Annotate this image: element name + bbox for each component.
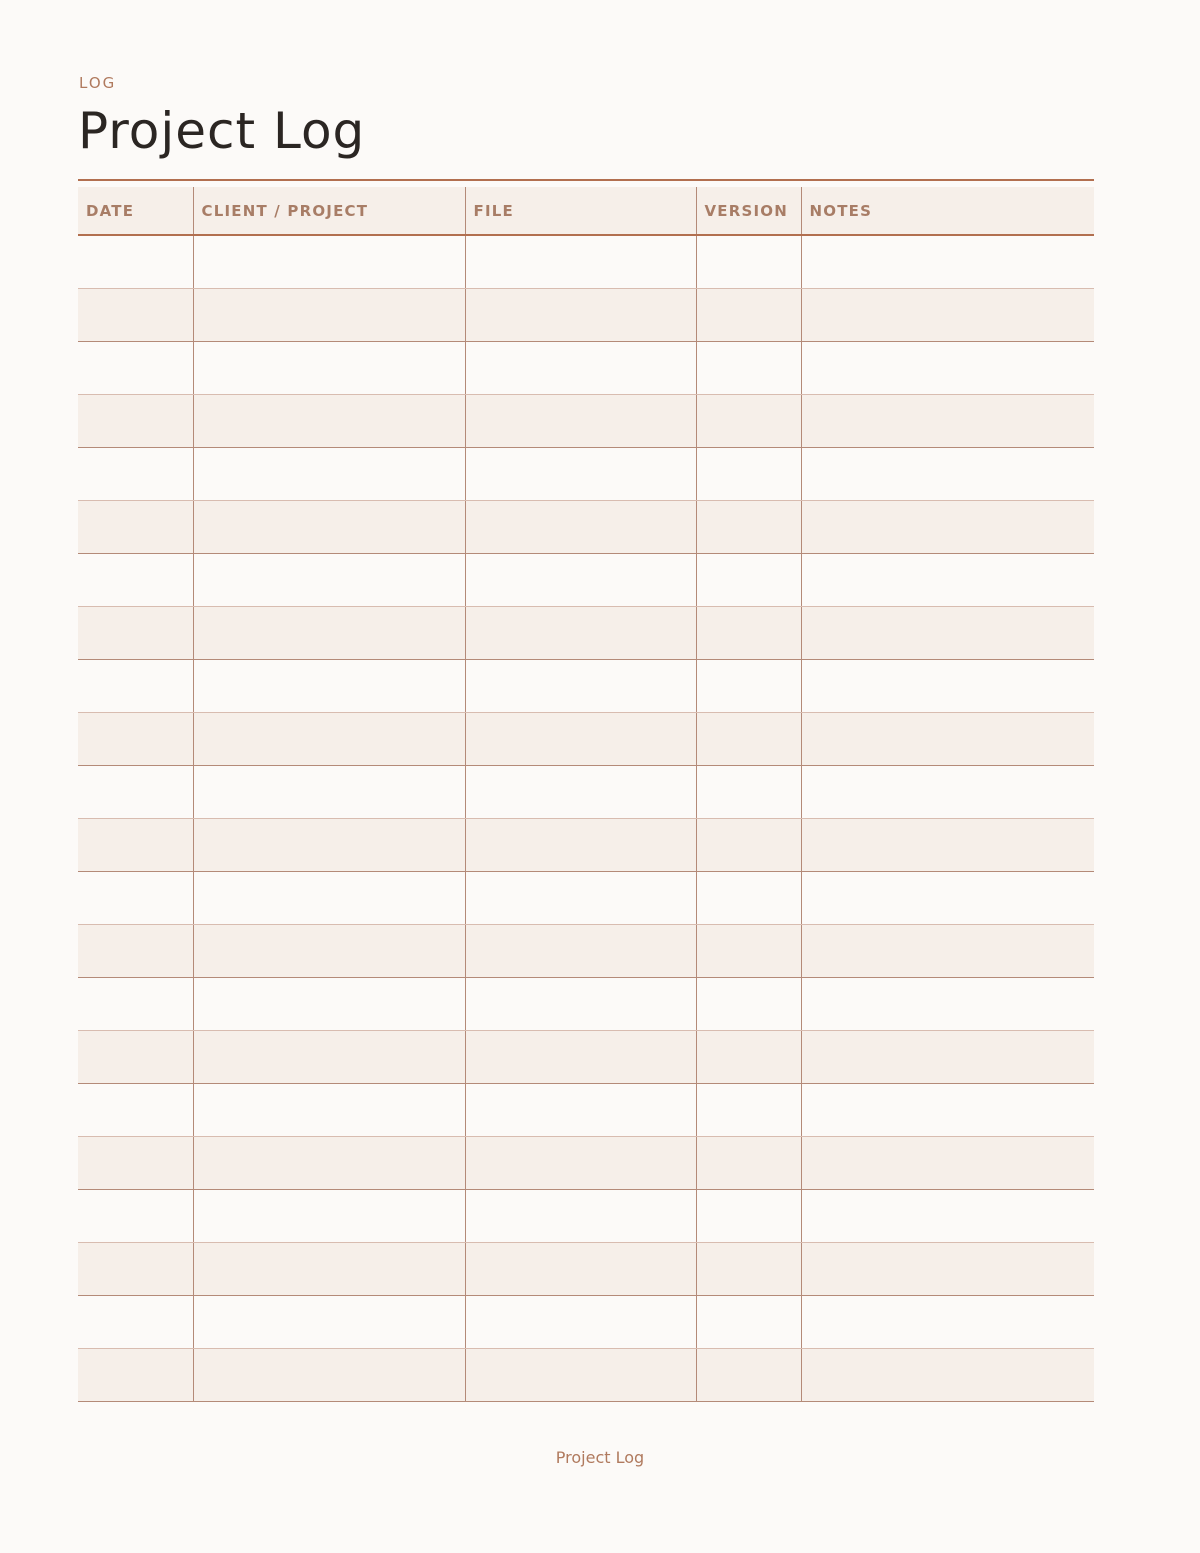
table-row [78,925,1094,978]
table-cell-client-project[interactable] [193,1296,465,1349]
table-cell-version[interactable] [696,978,801,1031]
table-row [78,235,1094,289]
table-cell-date[interactable] [78,235,193,289]
column-header-notes: NOTES [801,187,1094,235]
table-cell-client-project[interactable] [193,235,465,289]
table-cell-file[interactable] [465,1084,696,1137]
table-cell-file[interactable] [465,607,696,660]
table-cell-notes[interactable] [801,925,1094,978]
table-cell-file[interactable] [465,1296,696,1349]
table-cell-client-project[interactable] [193,501,465,554]
table-cell-date[interactable] [78,713,193,766]
table-cell-file[interactable] [465,713,696,766]
table-cell-version[interactable] [696,766,801,819]
table-cell-version[interactable] [696,1084,801,1137]
table-row [78,1190,1094,1243]
project-log-table [78,187,1094,1402]
table-cell-file[interactable] [465,554,696,607]
table-cell-date[interactable] [78,872,193,925]
table-cell-version[interactable] [696,1031,801,1084]
table-cell-notes[interactable] [801,978,1094,1031]
table-cell-date[interactable] [78,1137,193,1190]
table-cell-notes[interactable] [801,1243,1094,1296]
table-cell-date[interactable] [78,395,193,448]
table-cell-version[interactable] [696,1190,801,1243]
table-row [78,713,1094,766]
table-cell-version[interactable] [696,1349,801,1402]
table-row [78,1031,1094,1084]
table-cell-client-project[interactable] [193,1031,465,1084]
table-row [78,1243,1094,1296]
table-row [78,1084,1094,1137]
table-cell-file[interactable] [465,978,696,1031]
table-cell-notes[interactable] [801,395,1094,448]
table-cell-date[interactable] [78,1349,193,1402]
table-cell-file[interactable] [465,342,696,395]
column-header-file: FILE [465,187,696,235]
table-cell-version[interactable] [696,554,801,607]
table-cell-version[interactable] [696,395,801,448]
table-cell-version[interactable] [696,289,801,342]
table-cell-version[interactable] [696,925,801,978]
table-cell-file[interactable] [465,448,696,501]
table-cell-date[interactable] [78,1031,193,1084]
table-cell-notes[interactable] [801,1349,1094,1402]
table-cell-notes[interactable] [801,289,1094,342]
table-cell-file[interactable] [465,819,696,872]
table-cell-notes[interactable] [801,1137,1094,1190]
table-cell-client-project[interactable] [193,554,465,607]
table-cell-client-project[interactable] [193,660,465,713]
table-cell-version[interactable] [696,872,801,925]
table-cell-client-project[interactable] [193,925,465,978]
table-cell-client-project[interactable] [193,1243,465,1296]
table-cell-file[interactable] [465,872,696,925]
table-cell-file[interactable] [465,1190,696,1243]
table-cell-notes[interactable] [801,819,1094,872]
table-row [78,342,1094,395]
table-cell-date[interactable] [78,978,193,1031]
table-cell-notes[interactable] [801,1084,1094,1137]
table-row [78,1137,1094,1190]
table-cell-notes[interactable] [801,448,1094,501]
table-cell-client-project[interactable] [193,1137,465,1190]
table-cell-version[interactable] [696,1296,801,1349]
table-cell-version[interactable] [696,713,801,766]
table-cell-notes[interactable] [801,554,1094,607]
table-cell-version[interactable] [696,1137,801,1190]
table-cell-notes[interactable] [801,607,1094,660]
table-cell-version[interactable] [696,1243,801,1296]
table-header-row [78,187,1094,235]
table-cell-date[interactable] [78,554,193,607]
table-cell-client-project[interactable] [193,1349,465,1402]
table-cell-file[interactable] [465,1031,696,1084]
table-cell-client-project[interactable] [193,978,465,1031]
table-cell-file[interactable] [465,925,696,978]
table-row [78,607,1094,660]
table-cell-client-project[interactable] [193,1084,465,1137]
table-cell-date[interactable] [78,1296,193,1349]
table-cell-file[interactable] [465,660,696,713]
table-cell-date[interactable] [78,501,193,554]
table-cell-version[interactable] [696,819,801,872]
table-cell-client-project[interactable] [193,872,465,925]
table-cell-notes[interactable] [801,1190,1094,1243]
table-row [78,395,1094,448]
table-cell-version[interactable] [696,660,801,713]
page-title: Project Log [78,102,366,160]
column-header-version: VERSION [696,187,801,235]
table-cell-client-project[interactable] [193,395,465,448]
table-cell-version[interactable] [696,448,801,501]
table-cell-notes[interactable] [801,660,1094,713]
column-header-date: DATE [78,187,193,235]
table-row [78,872,1094,925]
table-row [78,448,1094,501]
table-cell-client-project[interactable] [193,448,465,501]
table-cell-notes[interactable] [801,1296,1094,1349]
table-row [78,554,1094,607]
table-cell-notes[interactable] [801,766,1094,819]
table-cell-date[interactable] [78,766,193,819]
table-cell-client-project[interactable] [193,819,465,872]
table-cell-client-project[interactable] [193,342,465,395]
table-cell-date[interactable] [78,607,193,660]
column-header-client-project: CLIENT / PROJECT [193,187,465,235]
table-cell-version[interactable] [696,235,801,289]
table-cell-notes[interactable] [801,713,1094,766]
table-cell-client-project[interactable] [193,1190,465,1243]
table-row [78,1296,1094,1349]
table-cell-client-project[interactable] [193,713,465,766]
page-eyebrow: LOG [79,74,117,92]
table-row [78,978,1094,1031]
table-cell-notes[interactable] [801,235,1094,289]
table-cell-date[interactable] [78,1084,193,1137]
table-row [78,819,1094,872]
page-footer: Project Log [555,1448,645,1467]
table-cell-client-project[interactable] [193,766,465,819]
table-cell-date[interactable] [78,289,193,342]
table-cell-date[interactable] [78,1190,193,1243]
table-row [78,660,1094,713]
table-cell-file[interactable] [465,501,696,554]
table-row [78,766,1094,819]
table-cell-file[interactable] [465,1137,696,1190]
table-cell-notes[interactable] [801,501,1094,554]
table-cell-date[interactable] [78,342,193,395]
table-cell-date[interactable] [78,660,193,713]
table-cell-notes[interactable] [801,342,1094,395]
table-cell-version[interactable] [696,607,801,660]
table-cell-version[interactable] [696,342,801,395]
table-row [78,1349,1094,1402]
table-cell-file[interactable] [465,289,696,342]
table-row [78,289,1094,342]
table-cell-file[interactable] [465,395,696,448]
table-cell-client-project[interactable] [193,607,465,660]
table-cell-notes[interactable] [801,872,1094,925]
table-cell-notes[interactable] [801,1031,1094,1084]
table-cell-file[interactable] [465,766,696,819]
table-body [78,235,1094,1402]
table-cell-date[interactable] [78,819,193,872]
table-cell-client-project[interactable] [193,289,465,342]
table-cell-date[interactable] [78,1243,193,1296]
table-cell-file[interactable] [465,235,696,289]
table-cell-date[interactable] [78,925,193,978]
title-divider [78,179,1094,181]
table-cell-date[interactable] [78,448,193,501]
table-cell-version[interactable] [696,501,801,554]
table-cell-file[interactable] [465,1243,696,1296]
table-row [78,501,1094,554]
table-cell-file[interactable] [465,1349,696,1402]
